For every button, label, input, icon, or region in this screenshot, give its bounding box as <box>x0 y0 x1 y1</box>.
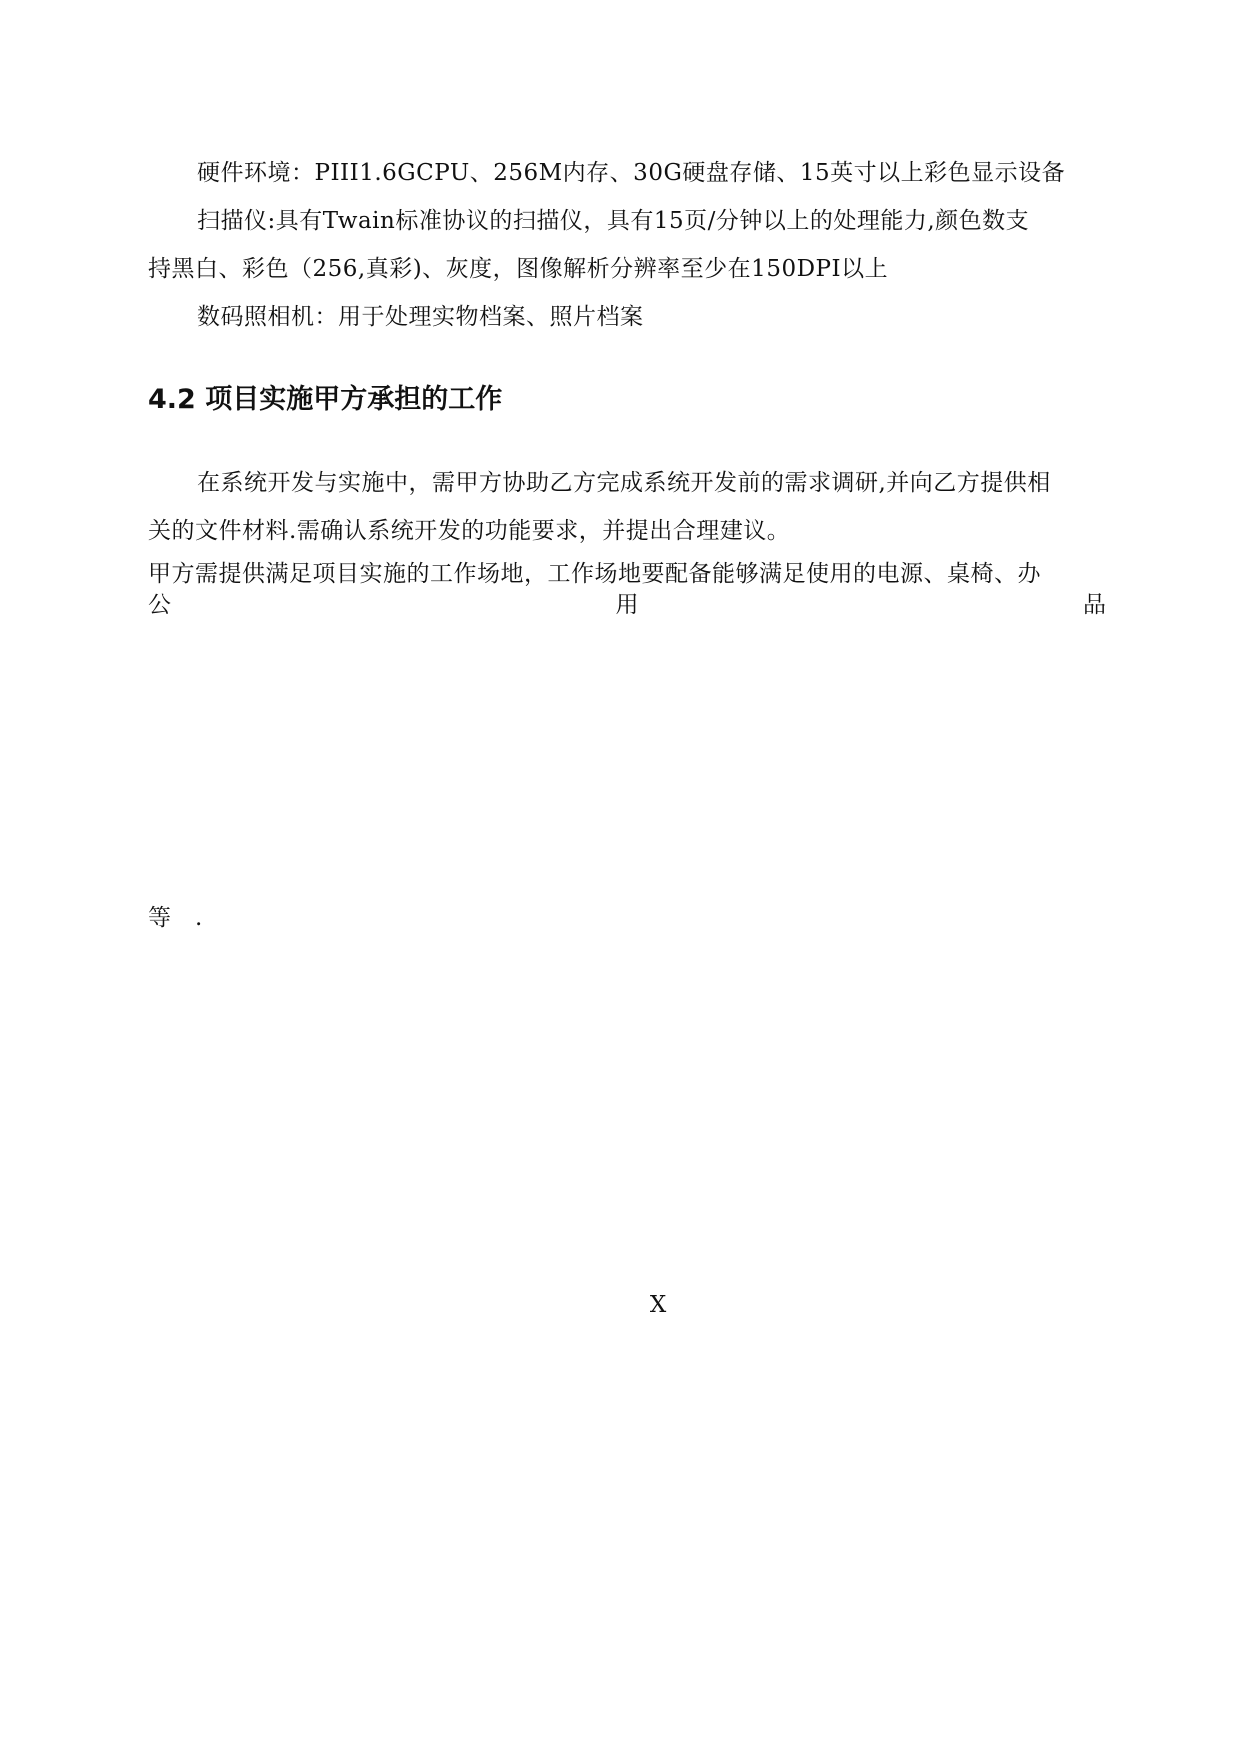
section-body-line-2: 关的文件材料.需确认系统开发的功能要求，并提出合理建议。 <box>148 518 791 544</box>
camera-paragraph: 数码照相机：用于处理实物档案、照片档案 <box>197 304 644 330</box>
scanner-paragraph-line-2: 持黑白、彩色（256,真彩)、灰度，图像解析分辨率至少在150DPI以上 <box>148 256 889 282</box>
page-number: X <box>649 1292 667 1318</box>
section-body-line-3: 甲方需提供满足项目实施的工作场地，工作场地要配备能够满足使用的电源、桌椅、办 <box>148 561 1041 587</box>
section-body-line-1: 在系统开发与实施中，需甲方协助乙方完成系统开发前的需求调研,并向乙方提供相 <box>197 470 1051 496</box>
justified-word: 品 <box>1083 592 1106 618</box>
hardware-paragraph: 硬件环境：PIII1.6GCPU、256M内存、30G硬盘存储、15英寸以上彩色显示设备 <box>197 160 1066 186</box>
section-body-line-4 <box>148 590 1106 620</box>
section-body-line-5: 等 . <box>148 905 203 931</box>
justified-word: 用 <box>615 592 639 618</box>
section-heading: 4.2 项目实施甲方承担的工作 <box>148 384 503 415</box>
justified-word: 公 <box>148 592 171 618</box>
scanner-paragraph-line-1: 扫描仪:具有Twain标准协议的扫描仪，具有15页/分钟以上的处理能力,颜色数支 <box>197 208 1030 234</box>
